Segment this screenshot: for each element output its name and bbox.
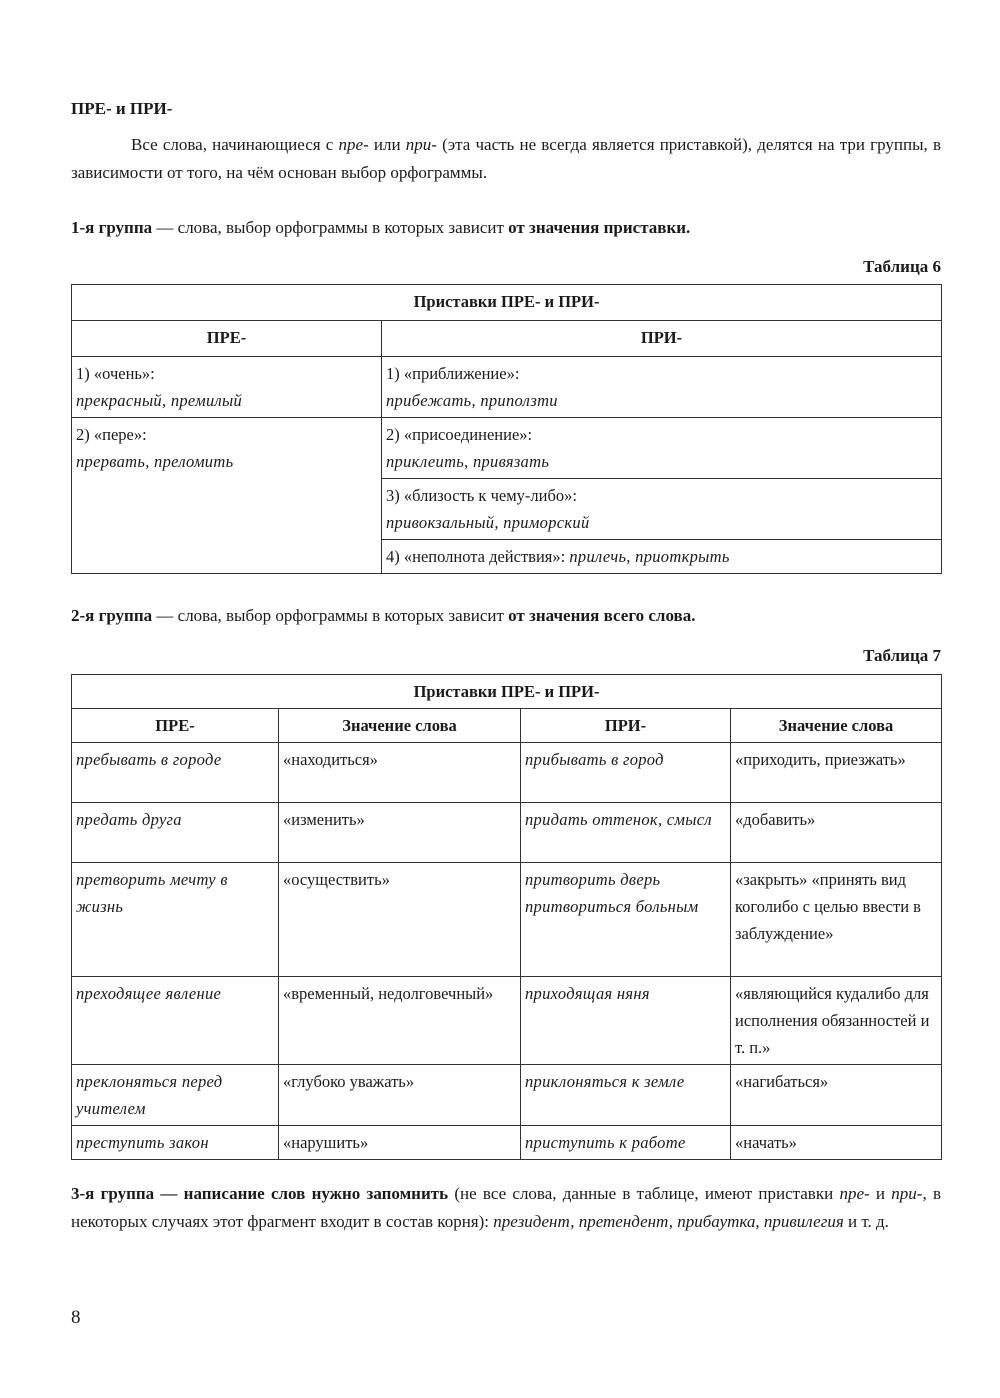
table-row bbox=[72, 743, 942, 803]
pre-meaning-cell: «осуществить» bbox=[279, 863, 521, 977]
table-row bbox=[72, 863, 942, 977]
pre-word-cell: претворить мечту в жизнь bbox=[72, 863, 279, 977]
pri-meaning-cell: «добавить» bbox=[731, 803, 942, 863]
pri-meaning-cell: «начать» bbox=[731, 1126, 942, 1160]
pre-word-cell: преступить закон bbox=[72, 1126, 279, 1160]
table7-header: ПРЕ- bbox=[72, 709, 279, 743]
table6-title: Приставки ПРЕ- и ПРИ- bbox=[72, 285, 942, 321]
table6-pri-cell: 2) «присоединение»: приклеить, привязать bbox=[382, 418, 942, 479]
table6 bbox=[71, 284, 942, 574]
pri-word-cell: приступить к работе bbox=[521, 1126, 731, 1160]
pri-meaning-cell: «приходить, приезжать» bbox=[731, 743, 942, 803]
table7-title: Приставки ПРЕ- и ПРИ- bbox=[72, 675, 942, 709]
pri-word-cell: прибывать в город bbox=[521, 743, 731, 803]
pre-word-cell: пребывать в городе bbox=[72, 743, 279, 803]
pri-meaning-cell: «являющийся кудалибо для исполнения обязанностей и т. п.» bbox=[731, 977, 942, 1065]
table7-header: Значение слова bbox=[731, 709, 942, 743]
table-row bbox=[72, 803, 942, 863]
pre-meaning-cell: «нарушить» bbox=[279, 1126, 521, 1160]
table6-pre-cell: 1) «очень»: прекрасный, премилый bbox=[72, 357, 382, 418]
section-heading: ПРЕ- и ПРИ- bbox=[71, 99, 173, 118]
table6-pri-cell: 1) «приближение»: прибежать, приползти bbox=[382, 357, 942, 418]
pre-meaning-cell: «глубоко уважать» bbox=[279, 1065, 521, 1126]
table6-pre-cell: 2) «пере»: прервать, преломить bbox=[72, 418, 382, 574]
table-row bbox=[72, 1065, 942, 1126]
pre-meaning-cell: «временный, недолговечный» bbox=[279, 977, 521, 1065]
intro-paragraph: Все слова, начинающиеся с пре- или при- (эта часть не всегда является приставкой), делятся на три группы, в зависимости от того, на чём основан выбор орфограммы. bbox=[71, 135, 941, 182]
table6-pri-cell: 4) «неполнота действия»: прилечь, приоткрыть bbox=[382, 540, 942, 574]
table-row bbox=[72, 1126, 942, 1160]
table-row bbox=[72, 977, 942, 1065]
table6-caption: Таблица 6 bbox=[863, 257, 941, 276]
table6-col-pri: ПРИ- bbox=[382, 321, 942, 357]
table6-col-pre: ПРЕ- bbox=[72, 321, 382, 357]
pre-word-cell: предать друга bbox=[72, 803, 279, 863]
pre-meaning-cell: «находиться» bbox=[279, 743, 521, 803]
table7-caption: Таблица 7 bbox=[863, 646, 941, 665]
table7-header: Значение слова bbox=[279, 709, 521, 743]
group2-description: 2-я группа — слова, выбор орфограммы в которых зависит от значения всего слова. bbox=[71, 606, 696, 625]
table7 bbox=[71, 674, 942, 1160]
pri-word-cell: притворить дверь притвориться больным bbox=[521, 863, 731, 977]
pre-word-cell: преклоняться перед учителем bbox=[72, 1065, 279, 1126]
page-number: 8 bbox=[71, 1307, 81, 1328]
table6-pri-cell: 3) «близость к чему-либо»: привокзальный, приморский bbox=[382, 479, 942, 540]
pre-word-cell: преходящее явление bbox=[72, 977, 279, 1065]
group1-description: 1-я группа — слова, выбор орфограммы в которых зависит от значения приставки. bbox=[71, 218, 691, 237]
pri-word-cell: приклоняться к земле bbox=[521, 1065, 731, 1126]
group3-description: 3-я группа — написание слов нужно запомнить (не все слова, данные в таблице, имеют приставки пре- и при-, в некоторых случаях этот фрагмент входит в состав корня): президент, претендент, прибаутка, привилегия и т. д. bbox=[71, 1184, 941, 1231]
pre-meaning-cell: «изменить» bbox=[279, 803, 521, 863]
pri-meaning-cell: «закрыть» «принять вид коголибо с целью ввести в заблуждение» bbox=[731, 863, 942, 977]
pri-word-cell: приходящая няня bbox=[521, 977, 731, 1065]
pri-word-cell: придать оттенок, смысл bbox=[521, 803, 731, 863]
table7-header: ПРИ- bbox=[521, 709, 731, 743]
pri-meaning-cell: «нагибаться» bbox=[731, 1065, 942, 1126]
